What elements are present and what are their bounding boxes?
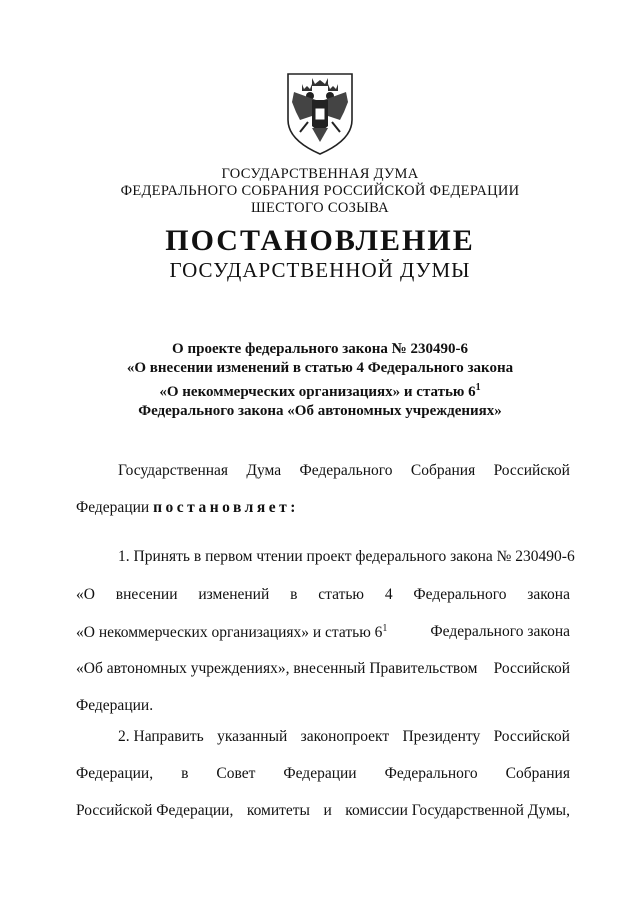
subject-line1: О проекте федерального закона № 230490-6 [172, 341, 468, 357]
subject-line3: «О некоммерческих организациях» и статью $6^1$ [159, 382, 481, 400]
document-title: ПОСТАНОВЛЕНИЕ [165, 224, 475, 257]
coat-of-arms-emblem-icon [282, 68, 358, 158]
org-name-line2: ФЕДЕРАЛЬНОГО СОБРАНИЯ РОССИЙСКОЙ ФЕДЕРАЦИИ [120, 183, 520, 199]
subject-line4: Федерального закона «Об автономных учреждениях» [138, 403, 502, 419]
convocation: ШЕСТОГО СОЗЫВА [251, 200, 389, 216]
resolves-word: постановляет: [153, 499, 299, 516]
intro-line2: Федерации постановляет: [76, 499, 299, 516]
item2-line2: Федерации, в Совет Федерации Федерального Собрания [76, 765, 570, 782]
intro-line1: Государственная Дума Федерального Собрания Российской [118, 462, 570, 479]
document-subtitle: ГОСУДАРСТВЕННОЙ ДУМЫ [169, 258, 471, 282]
item1-line1: 1. Принять в первом чтении проект федерального закона № 230490-6 [118, 548, 575, 565]
item1-line3: «О некоммерческих организациях» и статью $6^1$ Федерального закона [76, 623, 570, 642]
item2-line3: Российской Федерации, комитеты и комиссии Государственной Думы, [76, 802, 570, 819]
item2-line1: 2. Направить указанный законопроект Президенту Российской [118, 728, 570, 745]
item1-line2: «О внесении изменений в статью 4 Федерального закона [76, 586, 570, 603]
subject-heading [0, 340, 640, 421]
subject-line2: «О внесении изменений в статью 4 Федерального закона [126, 360, 514, 376]
item1-line5: Федерации. [76, 697, 154, 714]
item1-line4: «Об автономных учреждениях», внесенный Правительством Российской [76, 660, 570, 677]
org-name-line1: ГОСУДАРСТВЕННАЯ ДУМА [221, 166, 419, 182]
